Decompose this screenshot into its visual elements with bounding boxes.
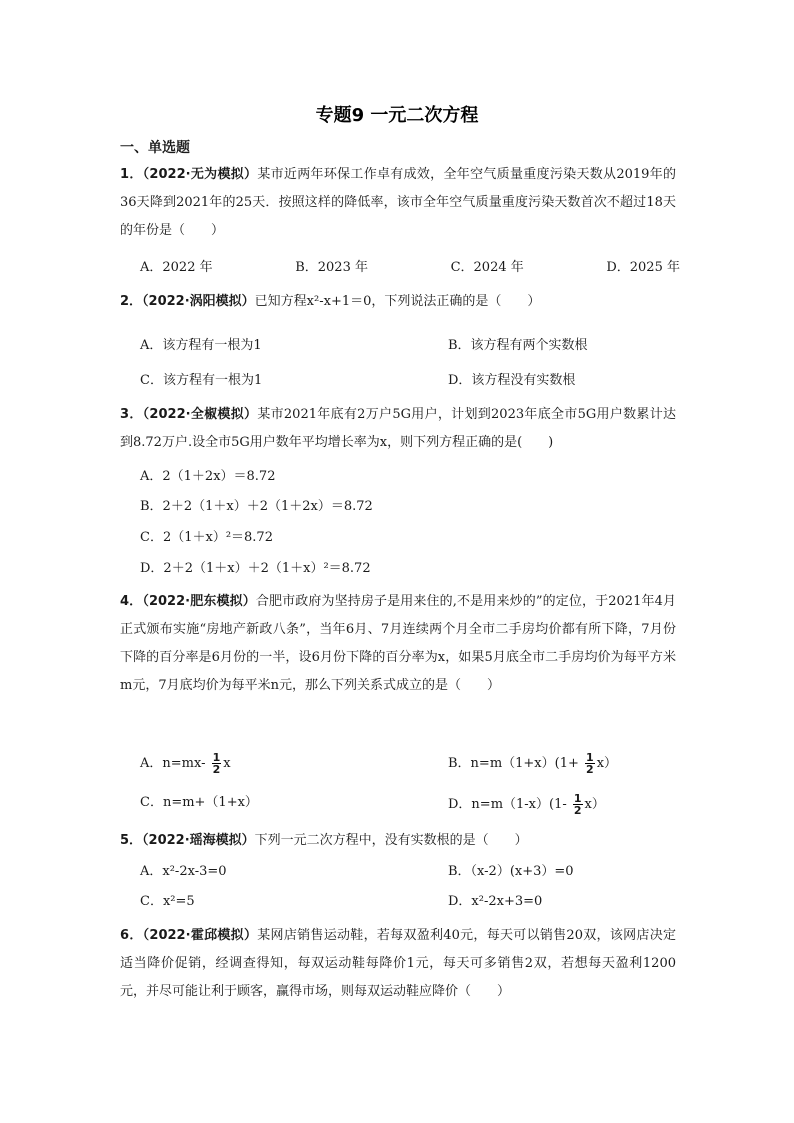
- option-d: D．x²-2x+3=0: [448, 894, 543, 909]
- option-b: B．2＋2（1＋x）＋2（1＋2x）＝8.72: [140, 499, 373, 514]
- question-5: [120, 827, 676, 855]
- fraction-half: $\frac{1}{2}$: [573, 792, 582, 817]
- option-a: A．该方程有一根为1: [140, 338, 262, 353]
- option-a: A．x²-2x-3=0: [140, 864, 227, 879]
- page-title: 专题9 一元二次方程: [315, 105, 479, 126]
- question-source: （2022·无为模拟）: [142, 167, 258, 182]
- option-a: A．n=mx- $\frac{1}{2}$ x: [140, 751, 231, 776]
- option-c: C．n=m+（1+x）: [140, 795, 258, 810]
- question-source: （2022·霍邱模拟）: [142, 928, 258, 943]
- question-6: [120, 922, 676, 1006]
- option-b: B．该方程有两个实数根: [448, 338, 588, 353]
- question-2: [120, 288, 676, 316]
- question-1: [120, 161, 676, 245]
- question-text: 下列一元二次方程中，没有实数根的是（ ）: [254, 833, 528, 848]
- question-text: 合肥市政府为坚持房子是用来住的,不是用来炒的”的定位，于2021年4月正式颁布实施“房地产新政八条”，当年6月、7月连续两个月全市二手房均价都有所下降，7月份下降的百分率是6月份的一半，设6月份下降的百分率为x，如果5月底全市二手房均价为每平方米m元，7月底均价为每平米n元，那么下列关系式成立的是（ ）: [120, 594, 676, 693]
- question-source: （2022·全椒模拟）: [142, 407, 258, 422]
- question-number: 3．: [120, 407, 143, 422]
- option-d: D．2＋2（1＋x）＋2（1＋x）²＝8.72: [140, 561, 371, 576]
- question-3: [120, 401, 676, 457]
- option-c: C．2024 年: [450, 260, 524, 275]
- option-b: B．（x-2）(x+3）=0: [448, 864, 574, 879]
- question-text: 某市近两年环保工作卓有成效，全年空气质量重度污染天数从2019年的36天降到2021年的25天．按照这样的降低率，该市全年空气质量重度污染天数首次不超过18天的年份是（ ）: [120, 167, 677, 238]
- section-heading: 一、单选题: [120, 140, 190, 156]
- question-number: 2．: [120, 294, 143, 309]
- question-text: 某网店销售运动鞋，若每双盈利40元，每天可以销售20双，该网店决定适当降价促销，经调查得知，每双运动鞋每降价1元，每天可多销售2双，若想每天盈利1200元，并尽可能让利于顾客，赢得市场，则每双运动鞋应降价（ ）: [120, 928, 676, 999]
- question-source: （2022·肥东模拟）: [142, 594, 256, 609]
- option-a: A．2（1＋2x）＝8.72: [140, 469, 276, 484]
- option-a: A．2022 年: [140, 260, 213, 275]
- question-number: 4．: [120, 594, 143, 609]
- question-number: 1．: [120, 167, 143, 182]
- question-number: 6．: [120, 928, 143, 943]
- fraction-half: $\frac{1}{2}$: [212, 751, 221, 776]
- question-4: [120, 588, 676, 700]
- option-c: C．2（1＋x）²＝8.72: [140, 530, 273, 545]
- option-d: D．该方程没有实数根: [448, 373, 576, 388]
- question-1-options: [140, 258, 680, 278]
- option-d: D．2025 年: [606, 260, 680, 275]
- question-text: 已知方程x²-x+1＝0，下列说法正确的是（ ）: [254, 294, 541, 309]
- option-b: B．2023 年: [295, 260, 368, 275]
- fraction-half: $\frac{1}{2}$: [586, 751, 594, 776]
- question-number: 5．: [120, 833, 143, 848]
- option-c: C．x²=5: [140, 894, 195, 909]
- option-d: D．n=m（1-x）(1- $\frac{1}{2}$ x）: [448, 792, 605, 817]
- question-text: 某市2021年底有2万户5G用户，计划到2023年底全市5G用户数累计达到8.72万户.设全市5G用户数年平均增长率为x，则下列方程正确的是( ): [120, 407, 677, 450]
- option-c: C．该方程有一根为1: [140, 373, 263, 388]
- option-b: B．n=m（1+x）(1+ $\frac{1}{2}$ x）: [448, 751, 618, 776]
- question-source: （2022·涡阳模拟）: [142, 294, 255, 309]
- question-source: （2022·瑶海模拟）: [142, 833, 255, 848]
